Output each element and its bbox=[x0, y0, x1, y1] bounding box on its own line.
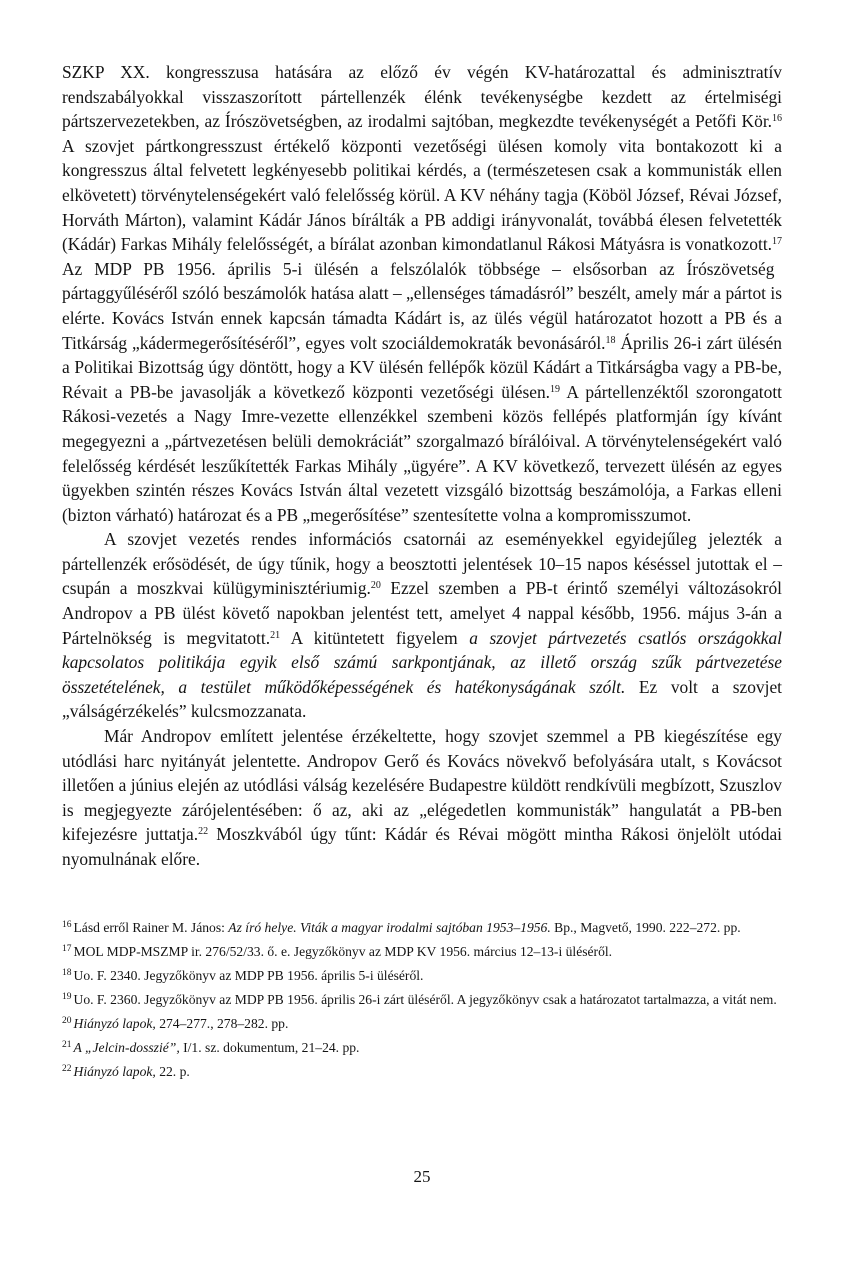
footnote-number: 21 bbox=[62, 1039, 72, 1050]
footnote-number: 17 bbox=[62, 943, 72, 954]
italic-text-run: Hiányzó lapok, bbox=[73, 1015, 156, 1031]
footnote-number: 20 bbox=[62, 1015, 72, 1026]
footnote bbox=[62, 1038, 782, 1057]
italic-text-run: Hiányzó lapok, bbox=[73, 1063, 156, 1079]
text-run: Uo. F. 2360. Jegyzőkönyv az MDP PB 1956. április 26-i zárt üléséről. A jegyzőkönyv csak a határozatot tartalmazza, a vitát nem. bbox=[73, 991, 777, 1007]
footnote bbox=[62, 918, 782, 937]
footnote-number: 22 bbox=[62, 1063, 72, 1074]
text-run: Már Andropov említett jelentése érzékeltette, hogy szovjet szemmel a PB kiegészítése egy utódlási harc nyitányát jelentette. Andropov Gerő és Kovács növekvő befolyására utalt, s Kovácsot illetően a június elején az utódlási válság kezelésére Budapestre küldött rendkívüli megbízott, Szuszlov is megjegyezte zárójelentésében: ő az, aki az „elégedetlen kommunisták” hangulatát a PB-ben kifejezésre juttatja. bbox=[62, 726, 782, 845]
footnote bbox=[62, 942, 782, 961]
footnote-number: 16 bbox=[62, 919, 72, 930]
footnote bbox=[62, 966, 782, 985]
footnote-reference: 21 bbox=[270, 629, 281, 641]
italic-text-run: Az író helye. Viták a magyar irodalmi sajtóban 1953–1956. bbox=[228, 919, 551, 935]
footnote bbox=[62, 1014, 782, 1033]
body-text bbox=[62, 60, 782, 872]
text-run: A kitüntetett figyelem bbox=[280, 627, 470, 648]
paragraph bbox=[62, 527, 782, 724]
text-run: Az MDP PB 1956. április 5-i ülésén a felszólalók többsége – elsősorban az Írószövetség pártaggyűléséről szóló beszámolók hatása alatt – „ellenséges támadásról” beszélt, amely már a pártot is elérte. Kovács István ennek kapcsán támadta Kádárt is, az ülés végül határozatot hozott a PB és a Titkárság „kádermegerősítéséről”, egyes volt szociáldemokraták bevonásáról. bbox=[62, 258, 782, 353]
text-run: Lásd erről Rainer M. János: bbox=[73, 919, 229, 935]
text-run: 274–277., 278–282. pp. bbox=[155, 1015, 289, 1031]
text-run: Ezzel szemben a PB-t érintő személyi változásokról Andropov a PB ülést követő napokban jelentést tett, amelyet 4 nappal később, 1956. május 3-án a Pártelnökség is megvitatott. bbox=[62, 578, 782, 648]
text-run: Bp., Magvető, 1990. 222–272. pp. bbox=[550, 919, 741, 935]
footnote-reference: 16 bbox=[772, 113, 782, 125]
text-run: Ez volt a szovjet „válságérzékelés” kulcsmozzanata. bbox=[62, 676, 783, 722]
page-number: 25 bbox=[413, 1167, 431, 1186]
text-run: A pártellenzéktől szorongatott Rákosi-vezetés a Nagy Imre-vezette ellenzékkel szembeni közös fellépés platformján így kívánt megegyezni a „pártvezetésen belüli demokráciát” szorgalmazó bírálóival. A törvénytelenségekért való felelősség kérdését leszűkítették Farkas Mihály „ügyére”. A KV következő, tervezett ülésén az egyes ügyekben szintén részes Kovács István által vezetett vizsgáló bizottság beszámolója, a Farkas elleni (bizton várható) határozat és a PB „megerősítése” szentesítette volna a kompromisszumot. bbox=[62, 381, 782, 525]
text-run: MOL MDP-MSZMP ir. 276/52/33. ő. e. Jegyzőkönyv az MDP KV 1956. március 12–13-i üléséről. bbox=[73, 943, 613, 959]
text-run: A szovjet vezetés rendes információs csatornái az eseményekkel egyidejűleg jelezték a pártellenzék erősödését, de úgy tűnik, hogy a beosztotti jelentések 10–15 napos késéssel jutottak el – csupán a moszkvai külügyminisztériumig. bbox=[62, 529, 782, 599]
text-run: Uo. F. 2340. Jegyzőkönyv az MDP PB 1956. április 5-i üléséről. bbox=[73, 967, 424, 983]
text-run: Moszkvából úgy tűnt: Kádár és Révai mögött mintha Rákosi önjelölt utódai nyomulnának előre. bbox=[62, 824, 782, 869]
footnote bbox=[62, 990, 782, 1009]
footnote-reference: 18 bbox=[605, 334, 616, 346]
italic-text-run: A „Jelcin-dosszié”, bbox=[73, 1039, 180, 1055]
text-run: SZKP XX. kongresszusa hatására az előző év végén KV-határozattal és adminisztratív rendszabályokkal visszaszorított pártellenzék élénk tevékenységbe kezdett az értelmiségi pártszervezetekben, az Írószövetségben, az irodalmi sajtóban, megkezdte tevékenységét a Petőfi Kör. bbox=[62, 62, 782, 132]
italic-text-run: a szovjet pártvezetés csatlós országokkal kapcsolatos politikája egyik első számú sarkpontjának, az illető ország szűk pártvezetése összetételének, a testület működőképességének és hatékonyságának szólt. bbox=[62, 627, 783, 697]
text-run: Április 26-i zárt ülésén a Politikai Bizottság úgy döntött, hogy a KV ülésén fellépők közül Kádárt a Titkárságba vagy a PB-be, Révait a PB-be javasolják a következő központi vezetőségi ülésen. bbox=[62, 332, 782, 402]
footnote-number: 18 bbox=[62, 967, 72, 978]
text-run: I/1. sz. dokumentum, 21–24. pp. bbox=[179, 1039, 360, 1055]
footnote-reference: 19 bbox=[550, 383, 561, 395]
text-run: 22. p. bbox=[155, 1063, 190, 1079]
paragraph bbox=[62, 724, 782, 872]
document-page bbox=[62, 60, 782, 1086]
text-run: A szovjet pártkongresszust értékelő központi vezetőségi ülésen komoly vita bontakozott ki a kongresszus által felvetett legkényesebb politikai kérdés, a (természetesen csak a kommunisták ellen elkövetett) törvénytelenségekért való felelősség körül. A KV néhány tagja (Köböl József, Révai József, Horváth Márton), valamint Kádár János bírálták a PB addigi irányvonalát, továbbá élesen felvetették (Kádár) Farkas Mihály felelősségét, a bírálat azonban kimondatlanul Rákosi Mátyásra is vonatkozott. bbox=[62, 135, 782, 255]
footnote-number: 19 bbox=[62, 991, 72, 1002]
footnote-reference: 17 bbox=[772, 236, 782, 248]
footnote-reference: 20 bbox=[370, 580, 381, 592]
footnote bbox=[62, 1062, 782, 1081]
footnotes bbox=[62, 918, 782, 1081]
footnote-reference: 22 bbox=[198, 826, 209, 838]
paragraph bbox=[62, 60, 782, 527]
